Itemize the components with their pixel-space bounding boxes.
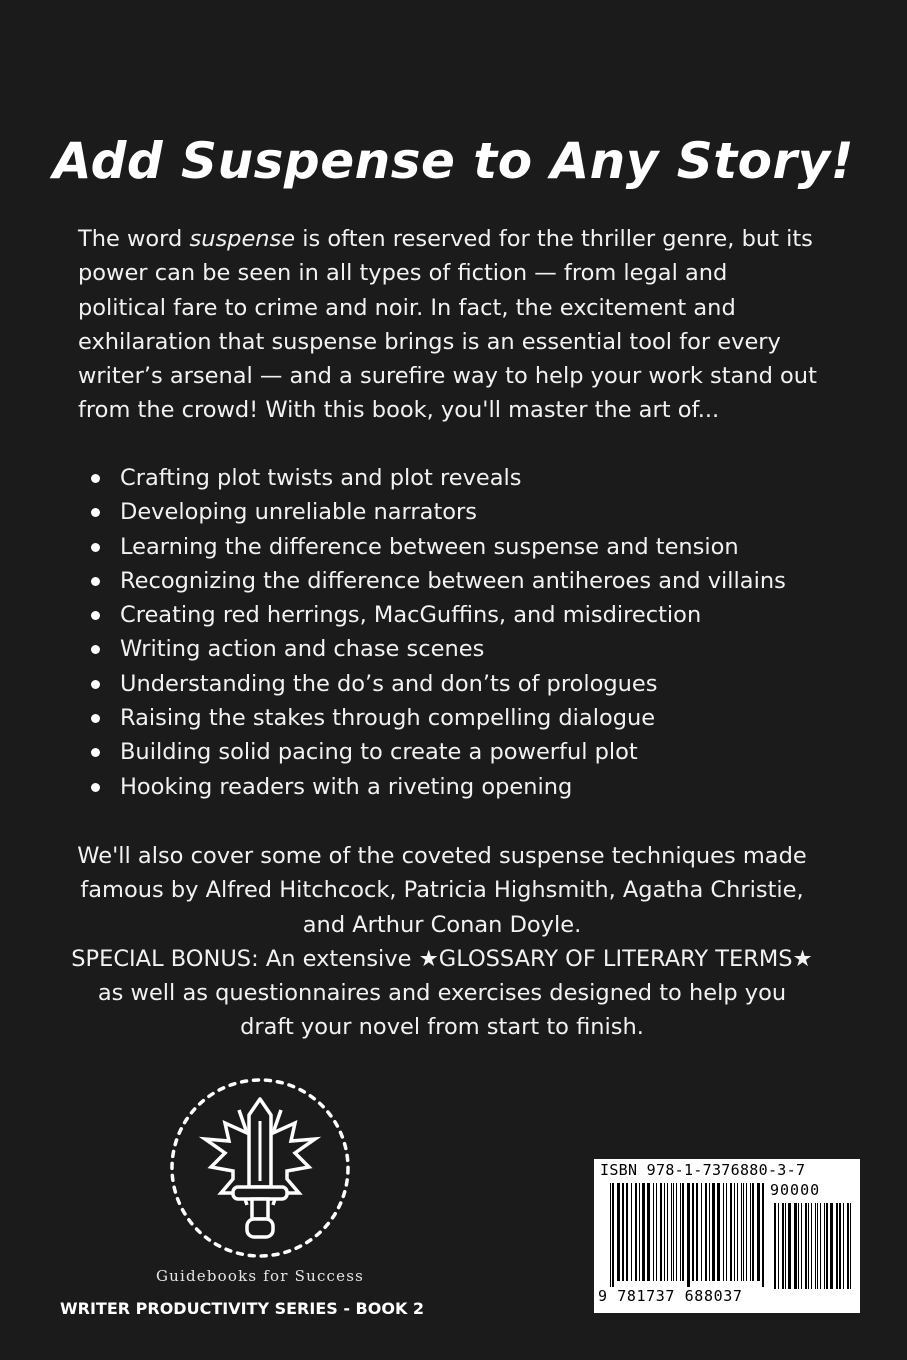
barcode-bar xyxy=(626,1183,628,1281)
barcode-bar xyxy=(696,1183,698,1281)
barcode-bar xyxy=(631,1183,632,1281)
list-item xyxy=(90,667,850,701)
list-item xyxy=(90,530,850,564)
barcode-bar xyxy=(785,1203,786,1289)
barcode-bar xyxy=(610,1183,611,1287)
barcode-bar xyxy=(705,1183,707,1281)
barcode-bar xyxy=(778,1203,779,1289)
logo-tagline: Guidebooks for Success xyxy=(155,1267,365,1285)
barcode-bar xyxy=(805,1203,807,1289)
barcode-bar xyxy=(717,1183,720,1281)
barcode-bar xyxy=(692,1183,694,1281)
list-item-text: Hooking readers with a riveting opening xyxy=(120,773,573,800)
barcode-bar xyxy=(617,1183,620,1281)
barcode-bar xyxy=(811,1203,812,1289)
barcode-bar xyxy=(639,1183,640,1281)
barcode-bar xyxy=(774,1203,776,1289)
barcode-bar xyxy=(798,1203,799,1289)
bullet-icon xyxy=(91,748,100,757)
list-item-text: Learning the difference between suspense and tension xyxy=(120,533,739,560)
techniques-text: We'll also cover some of the coveted suspense techniques made famous by Alfred Hitchcock, Patricia Highsmith, Agatha Christie, and Arthur Conan Doyle. xyxy=(77,843,807,938)
barcode-bar xyxy=(762,1183,764,1287)
barcode-bar xyxy=(830,1203,833,1289)
intro-text-after: is often reserved for the thriller genre, but its power can be seen in all types of fiction — from legal and political fare to crime and noir. In fact, the excitement and exhilaration that suspense brings is an essential tool for every writer’s arsenal — and a surefire way to help your work stand out from the crowd! With this book, you'll master the art of... xyxy=(78,226,817,424)
bullet-icon xyxy=(91,680,100,689)
list-item-text: Raising the stakes through compelling dialogue xyxy=(120,705,656,732)
barcode-bar xyxy=(656,1183,657,1281)
list-item xyxy=(90,770,850,804)
barcode-bar xyxy=(782,1203,784,1289)
bonus-text: SPECIAL BONUS: An extensive ★GLOSSARY OF LITERARY TERMS★ as well as questionnaires and exercises designed to help you draft your novel from start to finish. xyxy=(71,945,813,1041)
barcode-bar xyxy=(820,1203,821,1289)
barcode-bar xyxy=(622,1183,624,1281)
list-item-text: Building solid pacing to create a powerful plot xyxy=(120,739,638,766)
barcode-bar xyxy=(680,1183,681,1281)
barcode-bar xyxy=(653,1183,654,1281)
list-item xyxy=(90,564,850,598)
barcode-bar xyxy=(752,1183,754,1281)
barcode-bar xyxy=(642,1183,645,1281)
list-item xyxy=(90,701,850,735)
intro-paragraph xyxy=(78,222,818,428)
bullet-icon xyxy=(91,783,100,792)
barcode-bar xyxy=(671,1183,672,1281)
barcode-bar xyxy=(682,1183,684,1281)
list-item xyxy=(90,495,850,529)
bullet-icon xyxy=(91,543,100,552)
barcode-bar xyxy=(817,1203,818,1289)
barcode-bar xyxy=(673,1183,674,1281)
barcode-bar xyxy=(635,1183,637,1281)
list-item xyxy=(90,461,850,495)
barcode-bar xyxy=(660,1183,662,1281)
barcode-bar xyxy=(712,1183,715,1281)
barcode-bar xyxy=(808,1203,809,1289)
intro-text-before: The word xyxy=(78,226,190,252)
series-label: WRITER PRODUCTIVITY SERIES - BOOK 2 xyxy=(60,1299,425,1318)
list-item-text: Crafting plot twists and plot reveals xyxy=(120,465,522,491)
isbn-text: ISBN 978-1-7376880-3-7 xyxy=(600,1161,806,1179)
bullet-icon xyxy=(91,611,100,620)
bullet-icon xyxy=(91,714,100,723)
list-item-text: Recognizing the difference between antiheroes and villains xyxy=(120,567,786,594)
barcode-bar xyxy=(836,1203,838,1289)
barcode-bar xyxy=(788,1203,791,1289)
barcode-bar xyxy=(647,1183,650,1281)
barcode-bar xyxy=(850,1203,851,1289)
bullet-icon xyxy=(91,645,100,654)
bullet-icon xyxy=(91,508,100,517)
bullet-icon xyxy=(91,474,100,483)
barcode-bar xyxy=(743,1183,744,1281)
list-item xyxy=(90,598,850,632)
barcode-bar xyxy=(737,1183,738,1281)
closing-paragraph xyxy=(70,839,814,1045)
list-item-text: Creating red herrings, MacGuffins, and misdirection xyxy=(120,602,702,629)
barcode-bar xyxy=(687,1183,690,1287)
barcode-bar xyxy=(839,1203,841,1289)
list-item-text: Writing action and chase scenes xyxy=(120,636,485,663)
barcode-bar xyxy=(746,1183,747,1281)
list-item-text: Developing unreliable narrators xyxy=(120,499,478,526)
headline: Add Suspense to Any Story! xyxy=(52,132,855,190)
barcode-bar xyxy=(843,1203,844,1289)
price-addon-text: 90000 xyxy=(770,1181,821,1199)
barcode-bar xyxy=(801,1203,802,1289)
barcode-bar xyxy=(723,1183,724,1281)
ean-number: 9 781737 688037 xyxy=(598,1287,743,1305)
barcode-bar xyxy=(701,1183,702,1281)
list-item-text: Understanding the do’s and don’ts of prologues xyxy=(120,670,658,697)
barcode-bar xyxy=(826,1203,828,1289)
barcode-bar xyxy=(750,1183,751,1281)
barcode-bar xyxy=(726,1183,727,1281)
intro-emphasis: suspense xyxy=(189,226,296,252)
barcode-bar xyxy=(815,1203,816,1289)
barcode-bar xyxy=(794,1203,797,1289)
barcode-bar xyxy=(612,1183,614,1287)
barcode-bar xyxy=(741,1183,742,1281)
barcode-bar xyxy=(734,1183,735,1281)
list-item xyxy=(90,735,850,769)
bullet-icon xyxy=(91,577,100,586)
feature-list xyxy=(90,461,850,804)
barcode-bar xyxy=(824,1203,825,1289)
barcode-bar xyxy=(709,1183,710,1281)
barcode-bar xyxy=(664,1183,665,1281)
list-item xyxy=(90,632,850,666)
barcode-bar xyxy=(667,1183,668,1281)
barcode-bar xyxy=(676,1183,677,1281)
barcode-bar xyxy=(730,1183,732,1281)
sword-starburst-icon xyxy=(167,1075,353,1261)
barcode xyxy=(594,1159,860,1313)
barcode-bar xyxy=(757,1183,760,1281)
barcode-bar xyxy=(847,1203,849,1289)
